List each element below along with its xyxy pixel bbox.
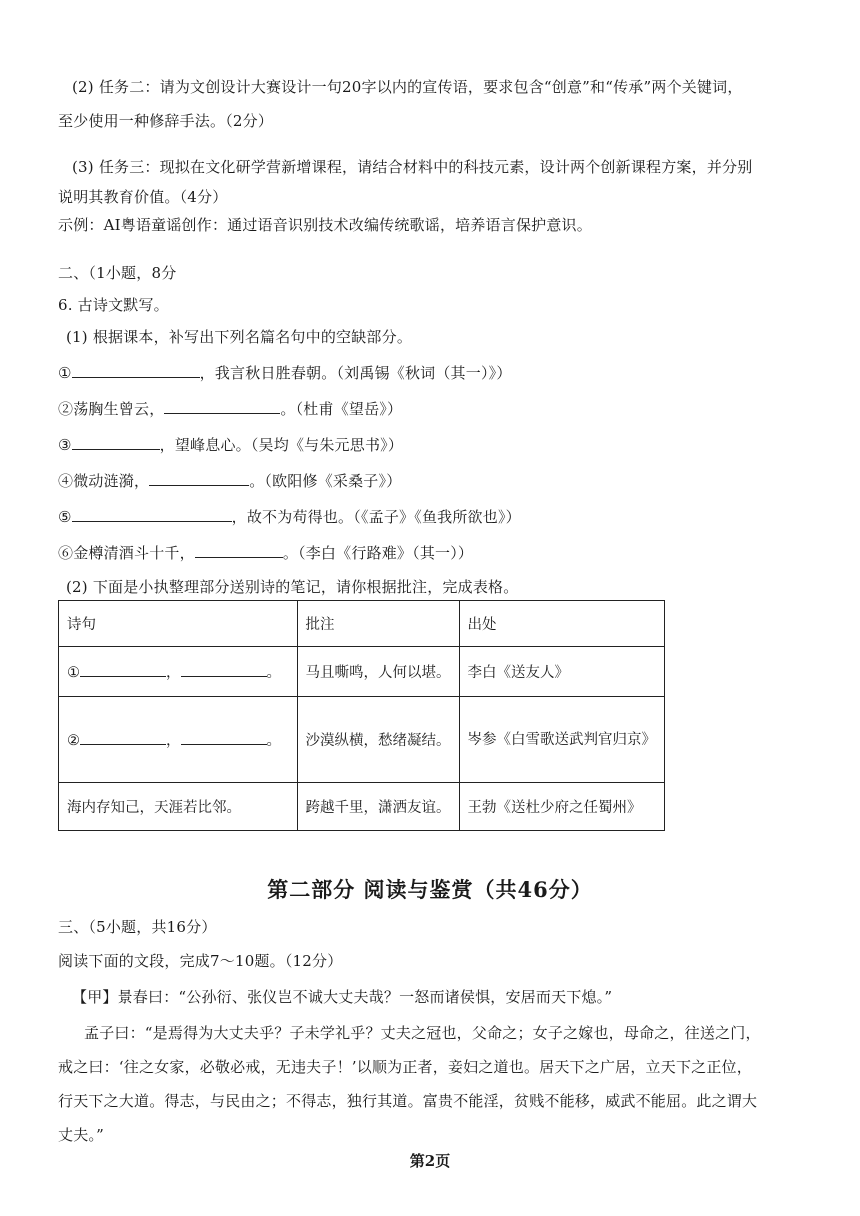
answer-blank[interactable] [181, 664, 267, 677]
part2-title: 第二部分 阅读与鉴赏（共46分） [267, 877, 593, 902]
note-cell: 跨越千里，潇洒友谊。 [297, 783, 459, 831]
table-header-row [59, 601, 665, 647]
recitation-item-5: ⑤ ，故不为苟得也。（《孟子》《鱼我所欲也》） [58, 508, 521, 526]
farewell-poem-table [58, 600, 665, 831]
answer-blank[interactable] [72, 509, 232, 522]
task3-line1: (3) 任务三：现拟在文化研学营新增课程，请结合材料中的科技元素，设计两个创新课程方案，并分别 [72, 158, 753, 176]
answer-blank[interactable] [72, 437, 160, 450]
recitation-item-2: ②荡胸生曾云， 。（杜甫《望岳》） [58, 400, 403, 418]
passage-jia-para2-line2: 戒之曰：‘往之女家，必敬必戒，无违夫子！’以顺为正者，妾妇之道也。居天下之广居，立天下之正位， [58, 1058, 752, 1076]
recitation-item-1: ① ，我言秋日胜春朝。（刘禹锡《秋词（其一）》） [58, 364, 512, 382]
section3-heading: 三、（5小题，共16分） [58, 918, 217, 936]
table-row [59, 647, 665, 697]
question-6: 6. 古诗文默写。 [58, 296, 169, 314]
poem-cell: 海内存知己，天涯若比邻。 [59, 783, 298, 831]
answer-blank[interactable] [80, 664, 166, 677]
recitation-item-3: ③ ，望峰息心。（吴均《与朱元思书》） [58, 436, 404, 454]
task3-line2: 说明其教育价值。（4分） [58, 188, 228, 206]
passage-jia-para2-line4: 丈夫。” [58, 1126, 104, 1144]
header-note: 批注 [297, 601, 459, 647]
section2-heading: 二、（1小题，8分 [58, 264, 177, 282]
sub-question-2: (2) 下面是小执整理部分送别诗的笔记，请你根据批注，完成表格。 [66, 578, 519, 596]
header-poem: 诗句 [59, 601, 298, 647]
task2-line2: 至少使用一种修辞手法。（2分） [58, 112, 274, 130]
answer-blank[interactable] [80, 732, 166, 745]
recitation-item-4: ④微动涟漪， 。（欧阳修《采桑子》） [58, 472, 402, 490]
table-row [59, 783, 665, 831]
source-cell: 李白《送友人》 [459, 647, 665, 697]
page-number: 第2页 [409, 1152, 451, 1170]
source-cell: 岑参《白雪歌送武判官归京》 [459, 697, 665, 783]
note-cell: 沙漠纵横，愁绪凝结。 [297, 697, 459, 783]
passage-jia-para2-line1: 孟子曰：“是焉得为大丈夫乎？子未学礼乎？丈夫之冠也，父命之；女子之嫁也，母命之，往送之门， [84, 1024, 761, 1042]
table-row [59, 697, 665, 783]
passage-jia-para1: 【甲】景春曰：“公孙衍、张仪岂不诚大丈夫哉？一怒而诸侯惧，安居而天下熄。” [72, 988, 613, 1006]
sub-question-1: (1) 根据课本，补写出下列名篇名句中的空缺部分。 [66, 328, 413, 346]
poem-cell: ① ， 。 [59, 647, 298, 697]
task2-line1: (2) 任务二：请为文创设计大赛设计一句20字以内的宣传语，要求包含“创意”和“传承”两个关键词， [72, 78, 743, 96]
reading-instruction: 阅读下面的文段，完成7～10题。（12分） [58, 952, 343, 970]
poem-cell: ② ， 。 [59, 697, 298, 783]
passage-jia-para2-line3: 行天下之大道。得志，与民由之；不得志，独行其道。富贵不能淫，贫贱不能移，威武不能屈。此之谓大 [58, 1092, 758, 1110]
note-cell: 马且嘶鸣，人何以堪。 [297, 647, 459, 697]
header-source: 出处 [459, 601, 665, 647]
task3-example: 示例：AI粤语童谣创作：通过语音识别技术改编传统歌谣，培养语言保护意识。 [58, 216, 592, 234]
answer-blank[interactable] [195, 545, 283, 558]
answer-blank[interactable] [164, 401, 280, 414]
answer-blank[interactable] [149, 473, 249, 486]
recitation-item-6: ⑥金樽清酒斗十千， 。（李白《行路难》（其一）） [58, 544, 474, 562]
answer-blank[interactable] [181, 732, 267, 745]
source-cell: 王勃《送杜少府之任蜀州》 [459, 783, 665, 831]
answer-blank[interactable] [72, 365, 200, 378]
